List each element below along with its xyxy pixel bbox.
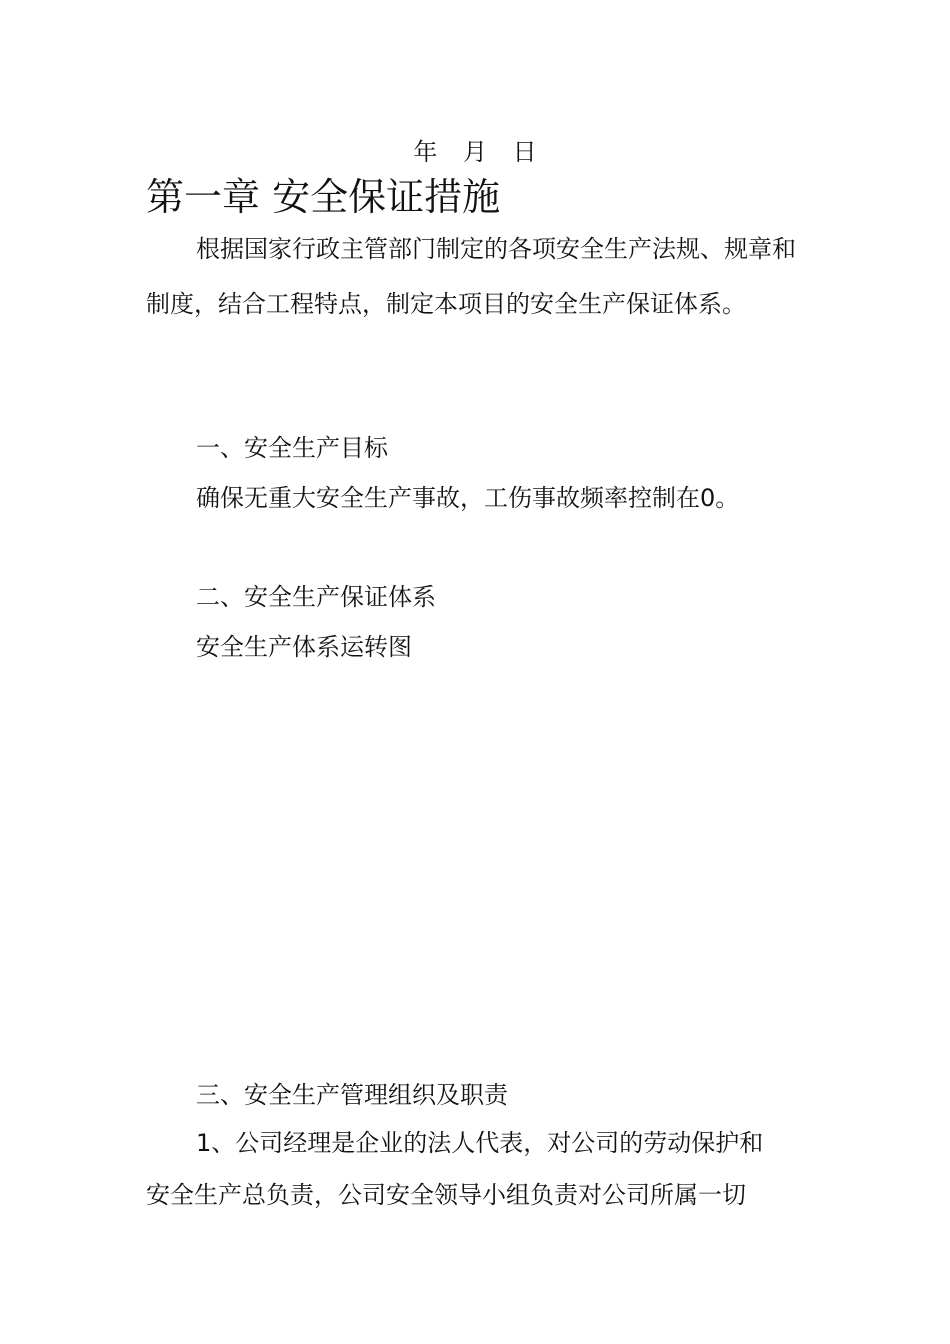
date-line (0, 132, 950, 167)
section2-heading: 二、安全生产保证体系 (196, 583, 436, 611)
chapter-title: 第一章 安全保证措施 (146, 175, 501, 219)
intro-paragraph: 根据国家行政主管部门制定的各项安全生产法规、规章和制度，结合工程特点，制定本项目的安全生产保证体系。 (146, 235, 796, 318)
year-label: 年 (413, 138, 438, 166)
section2-caption: 安全生产体系运转图 (196, 633, 412, 661)
section3-item1-line2: 安全生产总负责，公司安全领导小组负责对公司所属一切 (146, 1181, 746, 1209)
month-label: 月 (463, 138, 487, 166)
section1-body: 确保无重大安全生产事故，工伤事故频率控制在0。 (196, 484, 740, 512)
section1-heading: 一、安全生产目标 (196, 434, 388, 462)
section3-item1-line1: 1、公司经理是企业的法人代表，对公司的劳动保护和 (196, 1129, 764, 1157)
section3-heading: 三、安全生产管理组织及职责 (196, 1081, 508, 1109)
day-label: 日 (512, 138, 537, 166)
